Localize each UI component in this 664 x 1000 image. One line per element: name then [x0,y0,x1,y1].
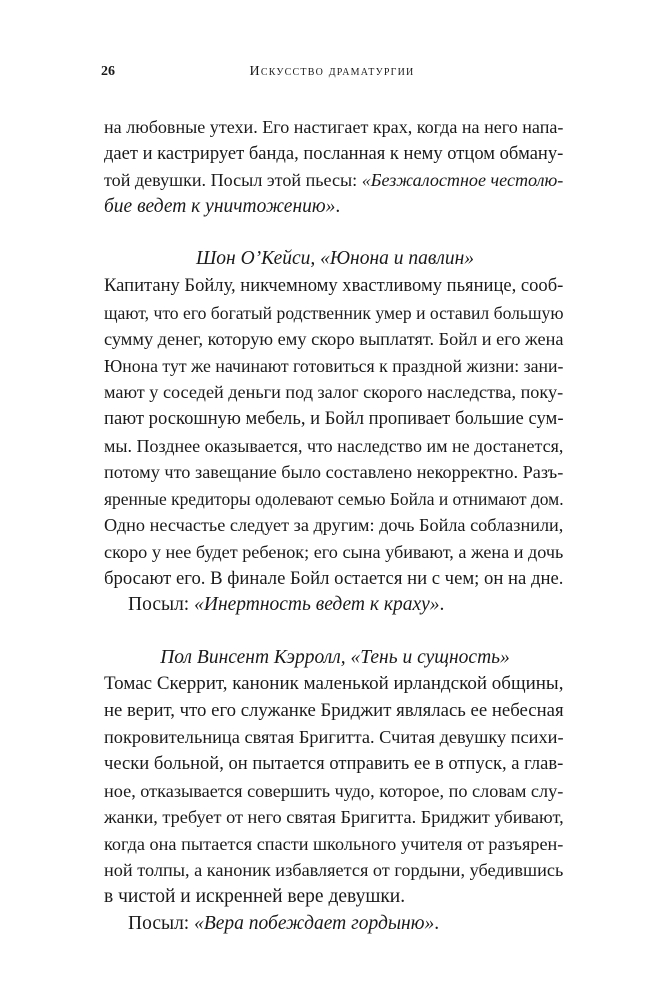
text-line: бросают его. В финале Бойл остается ни с чем; он на дне. [104,567,564,589]
text-line: скоро у нее будет ребенок; его сына убивают, а жена и дочь [104,541,564,562]
text-line: чески больной, он пытается отправить ее в отпуск, а глав- [104,753,564,775]
text-line: в чистой и искренней вере девушки. [104,886,406,908]
text-line: щают, что его богатый родственник умер и оставил большую [104,302,564,323]
text-line: Одно несчастье следует за другим: дочь Бойла соблазнили, [104,515,564,536]
text-line: Юнона тут же начинают готовиться к праздной жизни: зани- [104,355,564,376]
text-line: потому что завещание было составлено некорректно. Разъ- [104,462,564,483]
text-line: жанки, требует от него святая Бригитта. Бриджит убивают, [104,807,564,828]
punctuation: . [335,195,341,217]
page-header [0,64,664,88]
text-line: когда она пытается спасти школьного учителя от разъярен- [104,833,564,854]
play-heading-text: Пол Винсент Кэрролл, «Тень и сущность» [160,646,510,668]
text-line: Томас Скеррит, каноник маленькой ирландской общины, [104,673,564,695]
punctuation: . [439,594,445,616]
text-line: мы. Позднее оказывается, что наследство им не достанется, [104,435,564,456]
play-heading-text: Шон О’Кейси, «Юнона и павлин» [195,248,475,270]
punctuation: . [434,912,440,934]
body-text [104,114,566,937]
running-title: Искусство драматургии [249,64,415,79]
text-line: Капитану Бойлу, никчемному хвастливому пьянице, сооб- [104,274,564,296]
text-line: ной толпы, а каноник избавляется от гордыни, убедившись [104,860,564,881]
text-line: мают у соседей деньги под залог скорого наследства, поку- [104,382,564,403]
text-fragment: той девушки. Посыл этой пьесы: [104,170,362,191]
moral-quote: бие ведет к уничтожению» [104,195,336,217]
moral-quote: «Безжалостное честолю- [361,170,564,191]
text-line: на любовные утехи. Его настигает крах, когда на него напа- [104,117,564,137]
moral-label: Посыл: [128,594,195,616]
text-line: пают роскошную мебель, и Бойл пропивает большие сум- [104,407,564,429]
moral-quote: «Вера побеждает гордыню» [194,912,435,934]
text-line: ное, отказывается совершить чудо, которое, по словам слу- [104,780,564,801]
moral-label: Посыл: [128,912,195,934]
text-line: не верит, что его служанке Бриджит являлась ее небесная [104,699,564,721]
text-line: яренные кредиторы одолевают семью Бойла и отнимают дом. [104,488,564,509]
text-line [104,167,566,194]
moral-line [104,592,566,619]
text-line: покровительница святая Бригитта. Считая девушку психи- [104,727,564,748]
play-heading [104,246,566,273]
text-line: дает и кастрирует банда, посланная к нему отцом обману- [104,142,564,164]
play-heading [104,645,566,672]
page-number: 26 [101,64,115,79]
moral-quote: «Инертность ведет к краху» [194,594,440,616]
text-line: сумму денег, которую ему скоро выплатят. Бойл и его жена [104,329,564,350]
text-line [104,194,566,221]
moral-line [104,911,566,938]
